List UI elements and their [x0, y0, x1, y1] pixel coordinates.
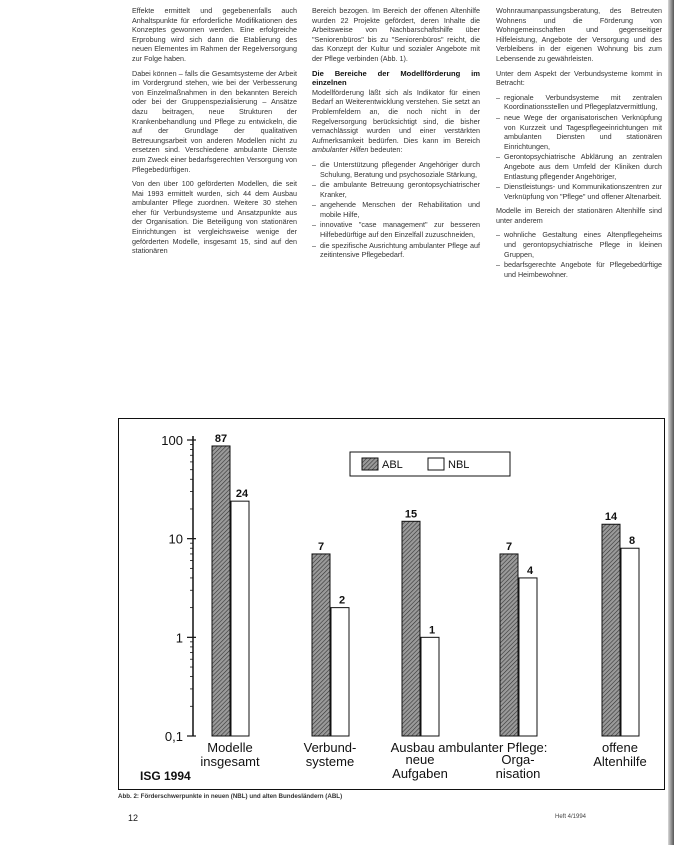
x-group-label: Ausbau ambulanter Pflege: [390, 740, 548, 755]
x-category-label: offene [602, 740, 638, 755]
figure-caption: Abb. 2: Förderschwerpunkte in neuen (NBL) und alten Bundesländern (ABL) [118, 793, 343, 800]
list-item: – die Unterstützung pflegender Angehöriger durch Schulung, Beratung und psychosoziale Stärkung, [320, 160, 480, 179]
list-item: – wohnliche Gestaltung eines Altenpflegeheims und gerontopsychiatrische Pflege in kleinen Gruppen, [504, 230, 662, 259]
list-item: – die ambulante Betreuung gerontopsychiatrischer Kranker, [320, 180, 480, 199]
x-category-label: Orga- [501, 752, 535, 767]
bar-nbl [331, 608, 349, 736]
data-label: 7 [317, 540, 325, 553]
paragraph-text: bedeuten: [370, 145, 403, 155]
data-label: 4 [526, 564, 534, 577]
data-label: 87 [214, 432, 228, 445]
x-category-label: Verbund- [303, 740, 357, 755]
list-item: – neue Wege der organisatorischen Verknüpfung von Kurzzeit und Tagespflegeeinrichtungen mit ambulanten Diensten und stationären Einrichtungen, [504, 113, 662, 151]
data-label: 14 [604, 511, 618, 524]
x-category-label: nisation [495, 766, 541, 781]
bullet-list [312, 160, 480, 260]
bar-nbl [519, 578, 537, 736]
list-item: – die spezifische Ausrichtung ambulanter Pflege auf zeitintensive Pflegebedarf. [320, 241, 480, 260]
list-item: – bedarfsgerechte Angebote für Pflegebedürftige und Heimbewohner. [504, 260, 662, 279]
legend-swatch-nbl [428, 458, 444, 470]
paragraph-text: Modellförderung läßt sich als Indikator für einen Bedarf an Weiterentwicklung verstehen. Sie setzt an Problemfeldern an, die noch nicht in der Regelversorgung berücksichtigt sind, die bisher vernachlässigt wurden und einer verstärkten Aufmerksamkeit bedürfen. Dies kann im Bereich [312, 87, 480, 145]
italic-term: ambulanter Hilfen [312, 145, 369, 155]
bar-nbl [621, 548, 639, 736]
data-label: 24 [235, 488, 249, 501]
paragraph [312, 88, 480, 155]
x-category-label: neue [405, 752, 435, 767]
x-category-label: Altenhilfe [593, 754, 647, 769]
paragraph: Modelle im Bereich der stationären Altenhilfe sind unter anderem [496, 206, 662, 225]
bar-nbl [421, 637, 439, 736]
y-tick-label: 10 [168, 531, 183, 547]
data-label: 7 [505, 540, 513, 553]
bar-abl [500, 554, 518, 736]
footer-text: Heft 4/1994 [555, 814, 587, 820]
paragraph: Dabei können – falls die Gesamtsysteme der Arbeit im Vordergrund stehen, wie bei der Verbesserung von Einzelmaßnahmen in den bekannten Bereich oder bei der Gruppenspezialisierung – Ansätze dazu beitragen, neue Strukturen der Krankenbehandlung und Pflege zu entwickeln, die auf der Grundlage der qualitativen Betreuungsarbeit von anderen Modellen nicht zu ersetzen sind. Verschiedene ambulante Dienste zum Zweck einer bedarfsgerechten Versorgung von Pflegebedürftigen. [132, 68, 297, 174]
paragraph: Unter dem Aspekt der Verbundsysteme kommt in Betracht: [496, 68, 662, 88]
list-item: – Dienstleistungs- und Kommunikationszentren zur Verknüpfung von "Pflege" und offener Altenarbeit. [504, 182, 662, 201]
bullet-list [496, 230, 662, 279]
y-tick-label: 0,1 [164, 729, 183, 744]
x-category-label: Aufgaben [392, 766, 448, 781]
section-heading: Die Bereiche der Modellförderung im einzelnen [312, 68, 480, 88]
y-tick-label: 1 [175, 630, 183, 646]
list-item: – regionale Verbundsysteme mit zentralen Koordinationsstellen und Pflegeplatzvermittlung, [504, 93, 662, 112]
data-label: 8 [628, 535, 636, 548]
y-tick-label: 100 [161, 433, 183, 448]
page-number: 12 [128, 813, 139, 823]
legend-label-abl: ABL [382, 459, 403, 471]
bar-chart [118, 418, 663, 788]
bullet-list [496, 93, 662, 202]
text-column-2 [312, 6, 480, 265]
data-label: 15 [404, 508, 418, 521]
bar-nbl [231, 501, 249, 736]
list-item: – Gerontopsychiatrische Abklärung an zentralen Angebote aus dem Umfeld der Kliniken durch Entlastung pflegender Angehöriger, [504, 152, 662, 181]
paragraph: Wohnraumanpassungsberatung, des Betreuten Wohnens und die Förderung von Wohngemeinschaften und gegenseitiger Hilfeleistung, Angebote der Versorgung und des Verbleibens in der eigenen Wohnung bis zum Lebensende zu gewährleisten. [496, 6, 662, 63]
bar-abl [312, 554, 330, 736]
x-category-label: insgesamt [200, 754, 260, 769]
legend-swatch-abl [362, 458, 378, 470]
page-edge [668, 0, 674, 845]
text-column-3 [496, 6, 662, 284]
paragraph: Bereich bezogen. Im Bereich der offenen Altenhilfe wurden 22 Projekte gefördert, deren Inhalte die Arbeitsweise von Nachbarschaftshilfe über "Seniorenbüros" bis zu "Seniorenbüros" reicht, die das Konzept der Kultur und sozialer Angebote mit der Pflege verbinden (Abb. 1). [312, 6, 480, 63]
x-category-label: Modelle [207, 740, 253, 755]
legend-label-nbl: NBL [448, 459, 470, 471]
list-item: – innovative "case management" zur besseren Hilfebedürftige auf den Einzelfall zuzuschneiden, [320, 220, 480, 239]
data-label: 1 [428, 624, 436, 637]
paragraph: Effekte ermittelt und gegebenenfalls auch Anhaltspunkte für erforderliche Modifikationen des Konzeptes gewonnen werden. Eine erfolgreiche Erprobung wird sich dann die Etablierung des neuen Elementes im Rahmen der Regelversorgung zur Folge haben. [132, 6, 297, 63]
x-category-label: systeme [305, 754, 355, 769]
data-label: 2 [338, 594, 346, 607]
bar-abl [212, 446, 230, 736]
paragraph: Von den über 100 geförderten Modellen, die seit Mai 1993 ermittelt wurden, sich 44 dem Ausbau ambulanter Pflege zuordnen. Weitere 30 stehen eher für Verbundsysteme und Ansatzpunkte aus der Organisation. Die Beteiligung von stationären Einrichtungen ist vergleichsweise wenige der geförderten Modelle, insgesamt 15, sind auf den stationären [132, 179, 297, 256]
bar-abl [602, 524, 620, 736]
bar-abl [402, 521, 420, 736]
text-column-1 [132, 6, 297, 261]
source-label: ISG 1994 [140, 769, 191, 783]
list-item: – angehende Menschen der Rehabilitation und mobile Hilfe, [320, 200, 480, 219]
